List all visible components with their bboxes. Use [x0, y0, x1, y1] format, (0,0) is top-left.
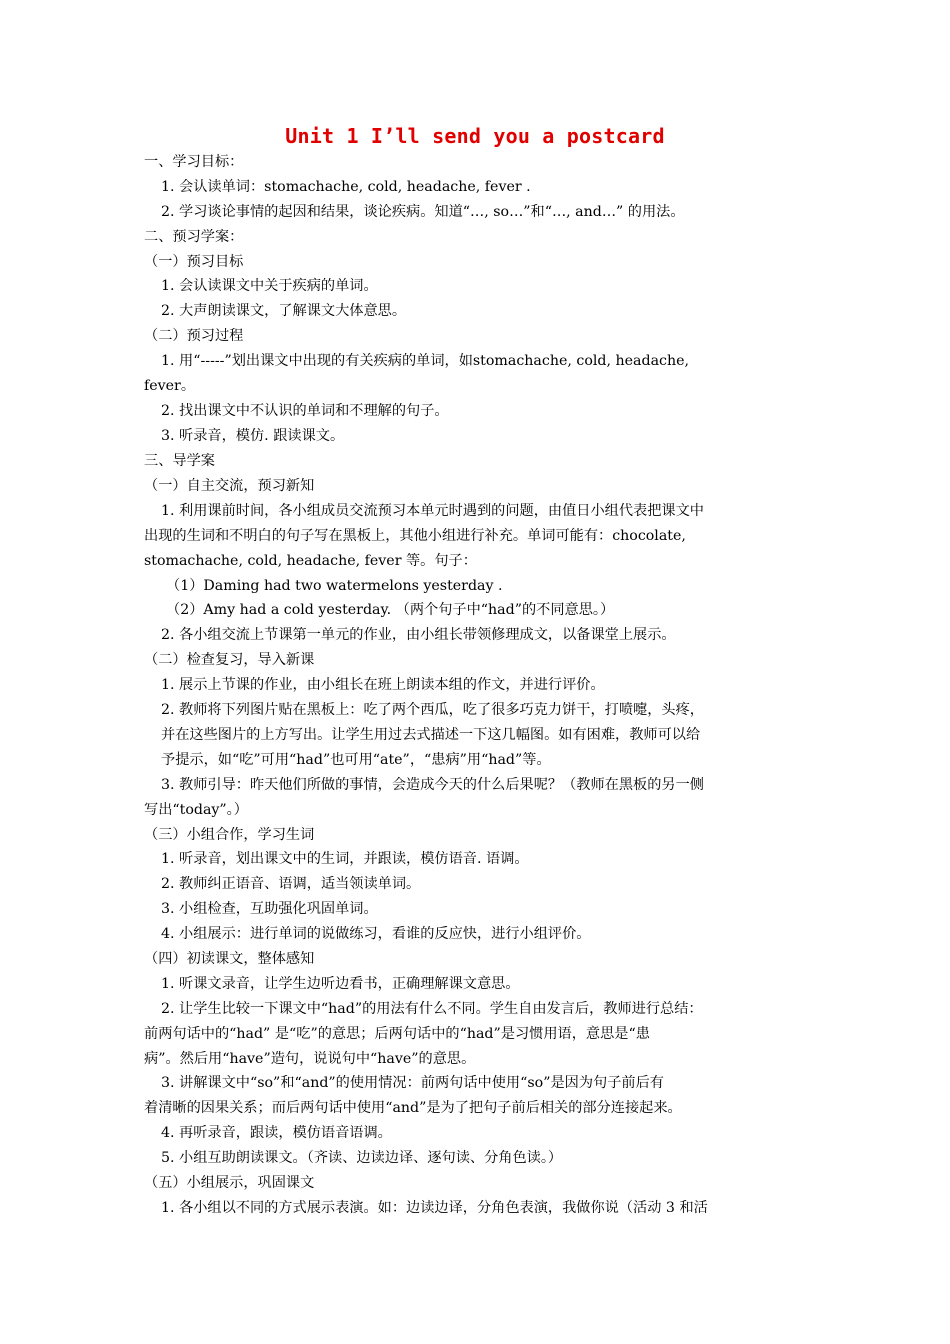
section-heading: 三、导学案	[144, 453, 215, 469]
text-line: fever。	[144, 378, 196, 394]
text-line: 2. 各小组交流上节课第一单元的作业，由小组长带领修理成文，以备课堂上展示。	[161, 627, 676, 643]
text-line: 病”。然后用“have”造句，说说句中“have”的意思。	[144, 1051, 476, 1067]
subsection-heading: （二）检查复习，导入新课	[144, 652, 315, 668]
text-line: 写出“today”。）	[144, 802, 248, 818]
text-line: 2. 大声朗读课文，了解课文大体意思。	[161, 303, 407, 319]
section-heading: 二、预习学案：	[144, 229, 244, 245]
text-line: 前两句话中的“had” 是“吃”的意思；后两句话中的“had”是习惯用语，意思是“患	[144, 1026, 650, 1042]
subsection-heading: （一）自主交流，预习新知	[144, 478, 315, 494]
subsection-heading: （三）小组合作，学习生词	[144, 827, 315, 843]
text-line: 1. 各小组以不同的方式展示表演。如：边读边译，分角色表演，我做你说（活动 3 和活	[161, 1200, 708, 1216]
text-line: （1）Daming had two watermelons yesterday .	[166, 578, 503, 594]
text-line: 2. 学习谈论事情的起因和结果，谈论疾病。知道“…, so…”和“…, and…” 的用法。	[161, 204, 685, 220]
text-line: 1. 利用课前时间，各小组成员交流预习本单元时遇到的问题，由值日小组代表把课文中	[161, 503, 704, 519]
text-line: 2. 教师纠正语音、语调，适当领读单词。	[161, 876, 421, 892]
text-line: 1. 听课文录音，让学生边听边看书，正确理解课文意思。	[161, 976, 520, 992]
text-line: 4. 再听录音，跟读，模仿语音语调。	[161, 1125, 392, 1141]
text-line: 1. 会认读单词：stomachache, cold, headache, fever .	[161, 179, 531, 195]
text-line: 1. 用“-----”划出课文中出现的有关疾病的单词，如stomachache, cold, headache,	[161, 353, 690, 369]
subsection-heading: （五）小组展示，巩固课文	[144, 1175, 315, 1191]
subsection-heading: （一）预习目标	[144, 254, 244, 270]
text-line: 3. 听录音，模仿. 跟读课文。	[161, 428, 345, 444]
text-line: 2. 找出课文中不认识的单词和不理解的句子。	[161, 403, 449, 419]
text-line: 2. 教师将下列图片贴在黑板上：吃了两个西瓜，吃了很多巧克力饼干，打喷嚏，头疼，	[161, 702, 704, 718]
text-line: 5. 小组互助朗读课文。（齐读、边读边译、逐句读、分角色读。）	[161, 1150, 563, 1166]
text-line: 1. 听录音，划出课文中的生词，并跟读，模仿语音. 语调。	[161, 851, 529, 867]
text-line: 3. 小组检查，互助强化巩固单词。	[161, 901, 378, 917]
subsection-heading: （二）预习过程	[144, 328, 244, 344]
text-line: 出现的生词和不明白的句子写在黑板上，其他小组进行补充。单词可能有：chocolate,	[144, 528, 686, 544]
text-line: 1. 会认读课文中关于疾病的单词。	[161, 278, 378, 294]
text-line: 2. 让学生比较一下课文中“had”的用法有什么不同。学生自由发言后，教师进行总结：	[161, 1001, 703, 1017]
text-line: 着清晰的因果关系；而后两句话中使用“and”是为了把句子前后相关的部分连接起来。	[144, 1100, 682, 1116]
text-line: 4. 小组展示：进行单词的说做练习，看谁的反应快，进行小组评价。	[161, 926, 591, 942]
subsection-heading: （四）初读课文，整体感知	[144, 951, 315, 967]
text-line: 并在这些图片的上方写出。让学生用过去式描述一下这几幅图。如有困难，教师可以给	[161, 727, 701, 743]
text-line: stomachache, cold, headache, fever 等。句子：	[144, 553, 477, 569]
text-line: （2）Amy had a cold yesterday. （两个句子中“had”的不同意思。）	[166, 602, 615, 618]
page-title: Unit 1 I’ll send you a postcard	[285, 124, 665, 148]
section-heading: 一、学习目标：	[144, 154, 244, 170]
text-line: 3. 讲解课文中“so”和“and”的使用情况：前两句话中使用“so”是因为句子前后有	[161, 1075, 664, 1091]
text-line: 1. 展示上节课的作业，由小组长在班上朗读本组的作文，并进行评价。	[161, 677, 605, 693]
text-line: 予提示，如“吃”可用“had”也可用“ate”，“患病”用“had”等。	[161, 752, 551, 768]
text-line: 3. 教师引导：昨天他们所做的事情，会造成今天的什么后果呢？（教师在黑板的另一侧	[161, 777, 704, 793]
